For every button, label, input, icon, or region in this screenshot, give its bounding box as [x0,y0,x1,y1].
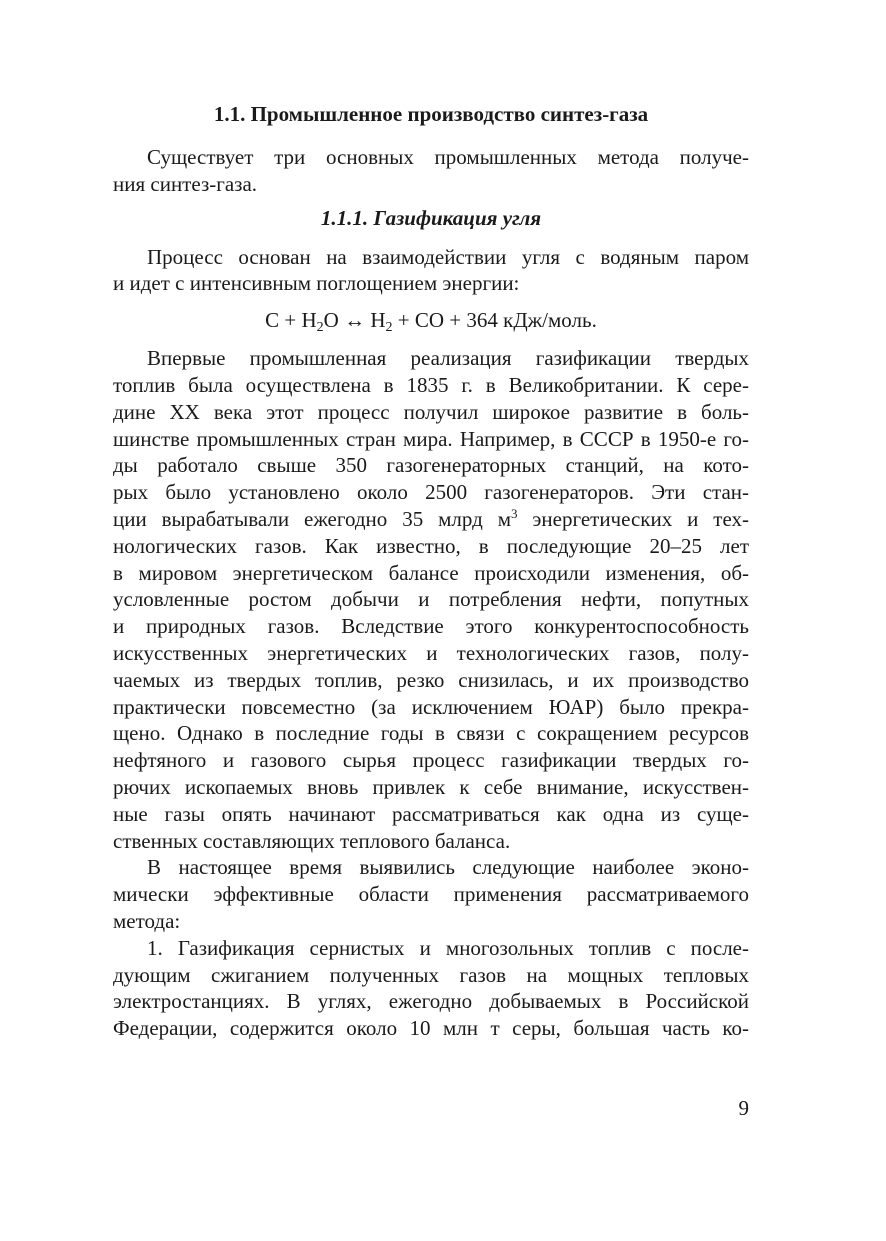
page-content [113,98,749,1042]
present-paragraph [113,854,749,934]
text-line: нефтяного и газового сырья процесс газификации твердых го- [113,748,749,773]
text-line: дине XX века этот процесс получил широкое развитие в боль- [113,399,749,424]
text-fragment: энергетических и тех- [517,506,750,531]
equation-part: O ↔ H [323,308,386,333]
text-line: Процесс основан на взаимодействии угля с водяным паром [147,244,749,269]
text-line: электростанциях. В углях, ежегодно добываемых в Российской [113,989,749,1014]
page-number: 9 [738,1096,749,1120]
text-line: шинстве промышленных стран мира. Например, в СССР в 1950-е го- [113,426,749,451]
chemical-equation [113,305,749,335]
text-line: ния синтез-газа. [113,171,258,196]
text-line: нологических газов. Как известно, в последующие 20–25 лет [113,533,749,558]
text-line: рючих ископаемых вновь привлек к себе внимание, искусствен- [113,774,749,799]
text-line: Впервые промышленная реализация газификации твердых [147,346,749,371]
superscript: 3 [511,505,518,521]
text-line: и идет с интенсивным поглощением энергии: [113,271,520,296]
text-line: 1. Газификация сернистых и многозольных топлив с после- [147,935,749,960]
text-line: и природных газов. Вследствие этого конкурентоспособность [113,614,749,639]
text-line: Федерации, содержится около 10 млн т серы, большая часть ко- [113,1016,749,1041]
text-line: щено. Однако в последние годы в связи с сокращением ресурсов [113,721,749,746]
text-line: Существует три основных промышленных метода получе- [147,145,749,169]
equation-part: + CO + 364 кДж/моль. [392,308,597,333]
text-line: искусственных энергетических и технологических газов, полу- [113,640,749,665]
text-line: ды работало свыше 350 газогенераторных станций, на кото- [113,453,749,478]
text-line: рых было установлено около 2500 газогенераторов. Эти стан- [113,480,749,505]
text-fragment: ции вырабатывали ежегодно 35 млрд м [113,506,511,531]
intro-paragraph [113,144,749,198]
text-line: мически эффективные области применения рассматриваемого [113,882,749,907]
text-line: топлив была осуществлена в 1835 г. в Великобритании. К сере- [113,372,749,397]
equation-subscript: 2 [316,320,324,336]
text-line [113,506,749,533]
history-paragraph [113,345,749,854]
text-line: ственных составляющих теплового баланса. [113,828,511,853]
section-heading: 1.1. Промышленное производство синтез-газа [213,102,649,126]
list-item-1 [113,935,749,1042]
equation-part: C + H [265,308,317,333]
text-line: дующим сжиганием полученных газов на мощных тепловых [113,962,749,987]
text-line: метода: [113,908,181,933]
equation-subscript: 2 [385,320,393,336]
text-line: В настоящее время выявились следующие наиболее эконо- [147,855,749,880]
text-line: в мировом энергетическом балансе происходили изменения, об- [113,560,749,585]
text-line: ные газы опять начинают рассматриваться как одна из суще- [113,801,749,826]
text-line: условленные ростом добычи и потребления нефти, попутных [113,587,749,612]
text-line: чаемых из твердых топлив, резко снизилась, и их производство [113,667,749,692]
subsection-heading: 1.1.1. Газификация угля [320,205,542,230]
process-paragraph [113,244,749,298]
text-line: практически повсеместно (за исключением ЮАР) было прекра- [113,694,749,719]
